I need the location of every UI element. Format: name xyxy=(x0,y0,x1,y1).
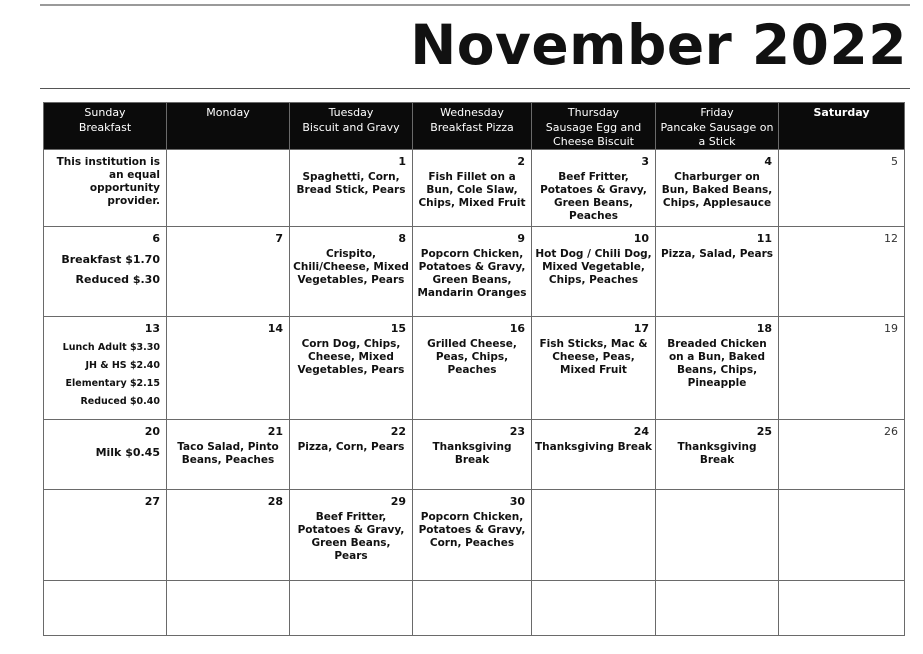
menu-text: Thanksgiving Break xyxy=(432,441,512,466)
calendar-cell xyxy=(656,317,779,420)
calendar-cell xyxy=(290,150,413,227)
menu-text: Taco Salad, Pinto Beans, Peaches xyxy=(177,441,279,466)
day-number: 22 xyxy=(390,425,406,438)
calendar-cell-empty xyxy=(779,581,905,636)
calendar-cell xyxy=(779,317,905,420)
price-line: JH & HS $2.40 xyxy=(85,360,160,371)
calendar-grid xyxy=(43,102,905,636)
title-divider xyxy=(40,88,910,89)
menu-text: Charburger on Bun, Baked Beans, Chips, Applesauce xyxy=(661,171,773,209)
day-number: 26 xyxy=(884,425,898,438)
calendar-cell-empty xyxy=(656,490,779,581)
day-number: 15 xyxy=(390,322,406,335)
weekday-header-row xyxy=(44,103,905,150)
price-line: Reduced $.30 xyxy=(75,273,160,286)
menu-text: Beef Fritter, Potatoes & Gravy, Green Beans, Pears xyxy=(297,511,405,562)
day-number: 3 xyxy=(641,155,649,168)
day-number: 21 xyxy=(267,425,283,438)
menu-text: Beef Fritter, Potatoes & Gravy, Green Beans, Peaches xyxy=(540,171,647,222)
menu-text: Hot Dog / Chili Dog, Mixed Vegetable, Chips, Peaches xyxy=(535,248,652,286)
menu-text: Corn Dog, Chips, Cheese, Mixed Vegetables, Pears xyxy=(297,338,405,376)
calendar-cell xyxy=(532,227,656,317)
day-number: 8 xyxy=(398,232,406,245)
calendar-cell xyxy=(44,317,167,420)
day-number: 18 xyxy=(756,322,772,335)
header-saturday: Saturday xyxy=(779,103,905,150)
top-border-rule xyxy=(40,4,910,6)
calendar-cell xyxy=(44,150,167,227)
calendar-cell xyxy=(290,227,413,317)
day-number: 23 xyxy=(509,425,525,438)
calendar-cell xyxy=(656,420,779,490)
calendar-cell xyxy=(290,317,413,420)
day-number: 30 xyxy=(509,495,525,508)
menu-text: Fish Sticks, Mac & Cheese, Peas, Mixed Fruit xyxy=(539,338,648,376)
day-number: 12 xyxy=(884,232,898,245)
price-line: Elementary $2.15 xyxy=(65,378,160,389)
day-number: 1 xyxy=(398,155,406,168)
calendar-cell xyxy=(167,420,290,490)
day-number: 4 xyxy=(764,155,772,168)
menu-text: Popcorn Chicken, Potatoes & Gravy, Corn, Peaches xyxy=(418,511,526,549)
calendar-cell xyxy=(413,490,532,581)
header-monday: Monday xyxy=(167,103,290,150)
menu-text: Fish Fillet on a Bun, Cole Slaw, Chips, Mixed Fruit xyxy=(418,171,526,209)
calendar-cell xyxy=(413,227,532,317)
day-number: 19 xyxy=(884,322,898,335)
week-row-1 xyxy=(44,150,905,227)
menu-text: Pizza, Salad, Pears xyxy=(660,248,774,260)
menu-text: Thanksgiving Break xyxy=(535,441,653,453)
page-title: November 2022 xyxy=(410,13,907,77)
week-row-6 xyxy=(44,581,905,636)
calendar-cell-empty xyxy=(779,490,905,581)
day-number: 27 xyxy=(144,495,160,508)
week-row-5 xyxy=(44,490,905,581)
day-number: 20 xyxy=(144,425,160,438)
equal-opportunity-note: This institution is an equal opportunity provider. xyxy=(56,156,160,207)
day-number: 11 xyxy=(756,232,772,245)
menu-text: Popcorn Chicken, Potatoes & Gravy, Green Beans, Mandarin Oranges xyxy=(417,248,527,299)
calendar-cell xyxy=(413,317,532,420)
day-number: 28 xyxy=(267,495,283,508)
calendar-cell xyxy=(779,150,905,227)
day-number: 16 xyxy=(509,322,525,335)
calendar-cell xyxy=(779,227,905,317)
week-row-4 xyxy=(44,420,905,490)
calendar-cell xyxy=(44,420,167,490)
price-line: Reduced $0.40 xyxy=(80,396,160,407)
header-sunday: Sunday Breakfast xyxy=(44,103,167,150)
header-friday: Friday Pancake Sausage on a Stick xyxy=(656,103,779,150)
header-tuesday: Tuesday Biscuit and Gravy xyxy=(290,103,413,150)
price-line: Lunch Adult $3.30 xyxy=(62,342,160,353)
header-thursday: Thursday Sausage Egg and Cheese Biscuit xyxy=(532,103,656,150)
calendar-cell xyxy=(532,150,656,227)
calendar-cell-empty xyxy=(413,581,532,636)
price-line: Breakfast $1.70 xyxy=(61,253,160,266)
calendar-cell-empty xyxy=(290,581,413,636)
week-row-2 xyxy=(44,227,905,317)
day-number: 29 xyxy=(390,495,406,508)
day-number: 24 xyxy=(633,425,649,438)
calendar-cell xyxy=(44,490,167,581)
calendar-cell xyxy=(167,227,290,317)
week-row-3 xyxy=(44,317,905,420)
calendar-cell-empty xyxy=(656,581,779,636)
day-number: 9 xyxy=(517,232,525,245)
calendar-cell xyxy=(656,150,779,227)
day-number: 5 xyxy=(891,155,898,168)
day-number: 10 xyxy=(633,232,649,245)
header-wednesday: Wednesday Breakfast Pizza xyxy=(413,103,532,150)
calendar-cell-empty xyxy=(532,581,656,636)
menu-text: Crispito, Chili/Cheese, Mixed Vegetables, Pears xyxy=(293,248,409,286)
price-line: Milk $0.45 xyxy=(95,446,160,459)
calendar-cell xyxy=(44,227,167,317)
menu-text: Breaded Chicken on a Bun, Baked Beans, Chips, Pineapple xyxy=(667,338,767,389)
calendar-cell xyxy=(290,490,413,581)
day-number: 25 xyxy=(756,425,772,438)
calendar-cell-empty xyxy=(167,150,290,227)
calendar-cell xyxy=(779,420,905,490)
day-number: 17 xyxy=(633,322,649,335)
calendar-cell xyxy=(290,420,413,490)
calendar-cell-empty xyxy=(532,490,656,581)
menu-text: Grilled Cheese, Peas, Chips, Peaches xyxy=(427,338,517,376)
calendar-cell xyxy=(413,150,532,227)
calendar-cell xyxy=(167,490,290,581)
calendar-cell xyxy=(532,420,656,490)
day-number: 6 xyxy=(152,232,160,245)
day-number: 14 xyxy=(267,322,283,335)
menu-text: Spaghetti, Corn, Bread Stick, Pears xyxy=(296,171,406,196)
calendar-cell-empty xyxy=(167,581,290,636)
calendar-cell xyxy=(167,317,290,420)
calendar-cell-empty xyxy=(44,581,167,636)
menu-text: Thanksgiving Break xyxy=(677,441,757,466)
calendar-cell xyxy=(413,420,532,490)
calendar-cell xyxy=(532,317,656,420)
menu-text: Pizza, Corn, Pears xyxy=(297,441,405,453)
day-number: 7 xyxy=(275,232,283,245)
day-number: 2 xyxy=(517,155,525,168)
day-number: 13 xyxy=(144,322,160,335)
calendar-cell xyxy=(656,227,779,317)
